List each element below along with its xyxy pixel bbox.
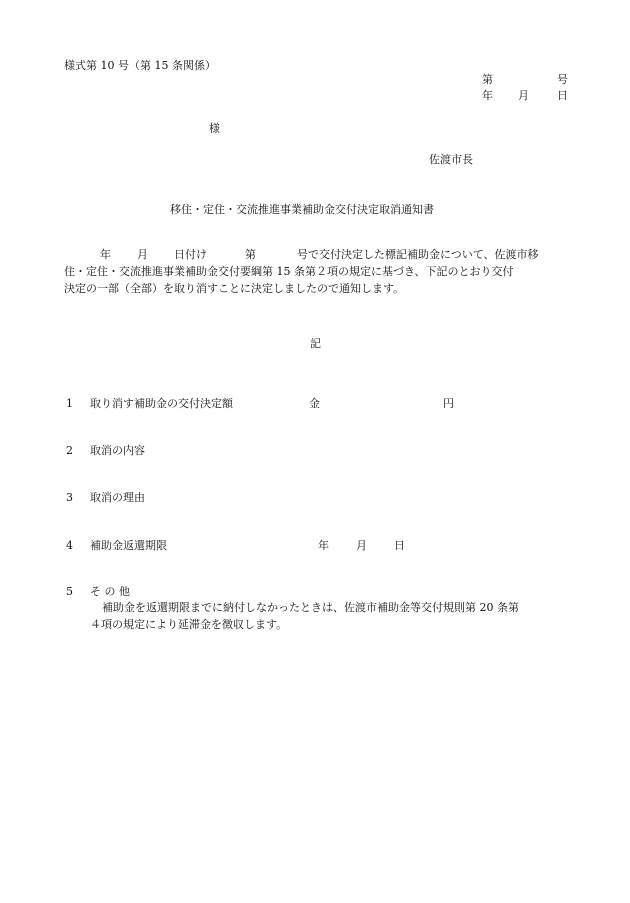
ki-heading: 記 [310,337,321,350]
item-5-number: 5 [66,585,73,598]
body-line-2: 住・定住・交流推進事業補助金交付要綱第 15 条第２項の規定に基づき、下記のとおり交付 [64,265,514,278]
body-month-label: 月 [137,248,148,261]
item-4-number: 4 [66,539,73,552]
date-month-label: 月 [518,89,529,102]
item-1-kin: 金 [309,397,320,410]
item-4-label: 補助金返還期限 [90,539,167,552]
item-4-day-label: 日 [394,539,405,552]
item-2-number: 2 [66,444,73,457]
document-title: 移住・定住・交流推進事業補助金交付決定取消通知書 [170,203,434,216]
item-1-label: 取り消す補助金の交付決定額 [90,397,233,410]
date-year-label: 年 [482,89,493,102]
item-4-month-label: 月 [356,539,367,552]
item-5-note-line-1: 補助金を返還期限までに納付しなかったときは、佐渡市補助金等交付規則第 20 条第 [102,601,519,614]
issuer: 佐渡市長 [429,153,473,166]
item-3-label: 取消の理由 [90,491,145,504]
form-number: 様式第 10 号（第 15 条関係） [64,59,216,72]
addressee-suffix: 様 [209,122,220,135]
body-dated-label: 日付け [174,248,207,261]
item-1-number: 1 [66,397,73,410]
doc-number-prefix: 第 [482,73,493,86]
body-line-3: 決定の一部（全部）を取り消すことに決定しましたので通知します。 [64,282,405,295]
body-year-label: 年 [100,248,111,261]
item-5-label: そ の 他 [90,585,130,598]
date-day-label: 日 [557,89,568,102]
item-2-label: 取消の内容 [90,444,145,457]
item-5-note-line-2: ４項の規定により延滞金を徴収します。 [90,618,288,631]
doc-number-suffix: 号 [557,73,568,86]
item-3-number: 3 [66,491,73,504]
item-1-yen: 円 [443,397,454,410]
body-line-1: 号で交付決定した標記補助金について、佐渡市移 [297,248,539,261]
body-no-prefix: 第 [245,248,256,261]
item-4-year-label: 年 [318,539,329,552]
